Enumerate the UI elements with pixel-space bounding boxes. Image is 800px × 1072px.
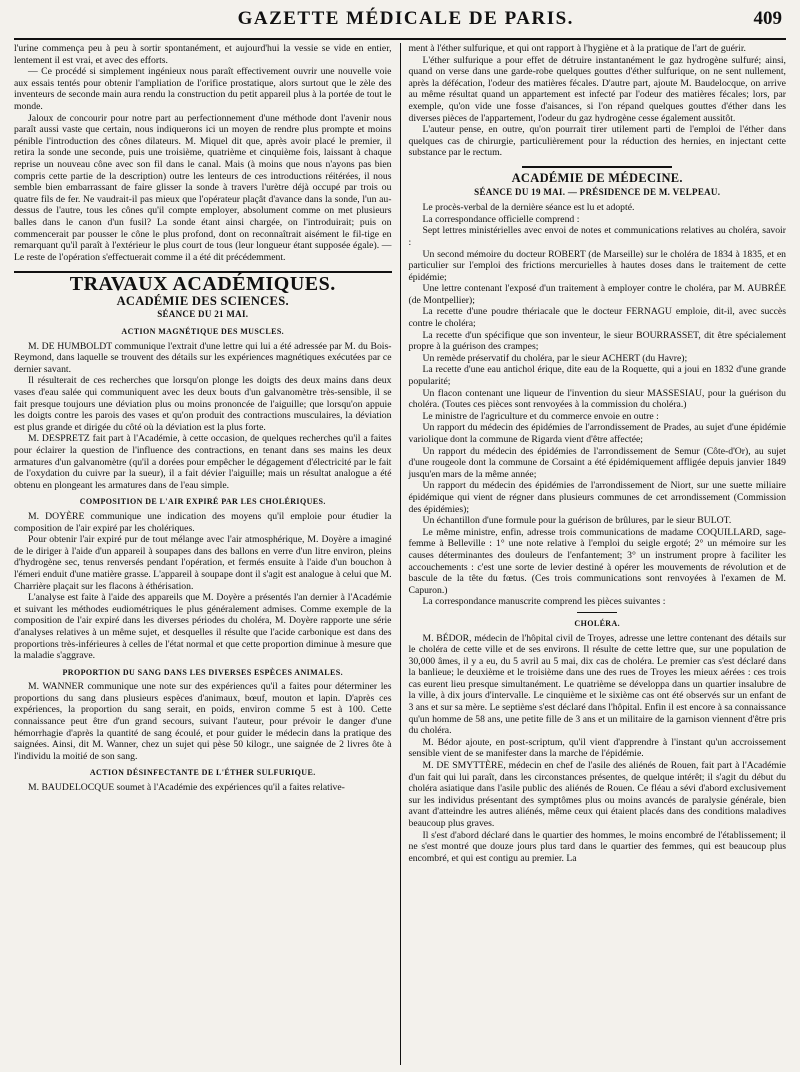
right-column <box>400 43 786 1065</box>
paragraph: La recette d'une poudre thériacale que le docteur FERNAGU emploie, dit-il, avec succès contre le choléra; <box>408 306 786 330</box>
paragraph: — Ce procédé si simplement ingénieux nous paraît effectivement ouvrir une nouvelle voie aux essais tentés pour obtenir l'ampliation de l'orifice prostatique, alors surtout que le zèle des inventeurs de seconde main aura rendu la construction du petit appareil plus à la portée de tout le monde. <box>14 66 392 112</box>
paragraph: L'auteur pense, en outre, qu'on pourrait tirer utilement parti de l'emploi de l'éther dans quelques cas de chirurgie, particulièrement pour la réduction des hernies, en injectant cette substance par le rectum. <box>408 124 786 159</box>
paragraph: Un flacon contenant une liqueur de l'invention du sieur MASSESIAU, pour la guérison du choléra. (Toutes ces pièces sont renvoyées à la commission du choléra.) <box>408 387 786 411</box>
paragraph: l'urine commença peu à peu à sortir spontanément, et aujourd'hui la vessie se vide en entier, lentement il est vrai, et avec des efforts. <box>14 43 392 66</box>
paragraph: M. DESPRETZ fait part à l'Académie, à cette occasion, de quelques recherches qu'il a faites pour éclairer la question de l'influence des contractions, en tenant dans ses mains les deux armatures d'un galvanomètre (qu'il a dorées pour empêcher le dégagement d'électricité par le fait de l'oxydation du cuivre par la sueur), il a fait dévier l'aiguille; mais un résultat analogue a été obtenu en plongeant les armatures dans de l'eau simple. <box>14 433 392 491</box>
paragraph: Un second mémoire du docteur ROBERT (de Marseille) sur le choléra de 1834 à 1835, et en particulier sur l'emploi des frictions mercurielles à hautes doses dans le traitement de cette épidémie; <box>408 248 786 283</box>
paragraph: Un remède préservatif du choléra, par le sieur ACHERT (du Havre); <box>422 352 688 364</box>
paragraph: M. BAUDELOCQUE soumet à l'Académie des expériences qu'il a faites relative- <box>28 782 345 794</box>
paragraph: M. DOYÈRE communique une indication des moyens qu'il emploie pour étudier la composition de l'air expiré par les cholériques. <box>14 510 392 534</box>
academy-heading: ACADÉMIE DE MÉDECINE. <box>511 170 683 185</box>
paragraph: L'éther sulfurique a pour effet de détruire instantanément le gaz hydrogène sulfuré; ainsi, quand on verse dans une garde-robe quelques gouttes d'éther sulfurique, on ne sent nullement, après la défécation, l'odeur des matières fécales. D'autre part, ajoute M. Baudelocque, on arrive au même résultat quand un appartement est infecté par l'odeur des matières fécales; lors, par exemple, qu'on vide une fosse d'aisances, si l'on répand quelques gouttes d'éther dans les diverses pièces de l'appartement, l'odeur du gaz hydrogène cesse également aussitôt. <box>408 54 786 124</box>
paragraph: Il s'est d'abord déclaré dans le quartier des hommes, le moins encombré de l'établissement; il ne s'est montré que douze jours plus tard dans le quartier des femmes, qui est beaucoup plus encombré, et qui est contigu au premier. La <box>408 829 786 864</box>
paragraph: ment à l'éther sulfurique, et qui ont rapport à l'hygiène et à la pratique de l'art de guérir. <box>408 43 746 54</box>
paragraph: Jaloux de concourir pour notre part au perfectionnement d'une méthode dont l'avenir nous paraît aussi vaste que certain, nous indiquerons ici un moyen de rendre plus prompte et moins pénible l'introduction des cônes dilateurs. M. Miquel dit que, après avoir placé le premier, il retira la sonde une seconde, puis une troisième, quatrième et cinquième fois, laissant à chaque reprise un nouveau cône avec son fil dans le canal. Mais (à moins que nous n'ayons pas bien compris cette partie de la description) outre les lenteurs de ces introductions réitérées, il nous semble bien embarrassant de faire glisser la sonde à travers l'urètre déjà occupé par trois ou quatre fils de fer. Ne vaudrait-il pas mieux que l'opérateur plaçât d'avance dans la sonde, l'un au-dessus de l'autre, tous les cônes qu'il compte employer, absolument comme on met plusieurs balles dans le canon d'un fusil? La sonde étant ainsi chargée, on l'introduirait; puis on commencerait par pousser le cône le plus profond, dont on reconnaîtrait aisément le fil-tige en remarquant qu'il paraît à l'extérieur le plus court de tous (leur longueur étant supposée égale). — Le reste de l'opération s'effectuerait comme il a été dit précédemment. <box>14 112 392 263</box>
paragraph: Pour obtenir l'air expiré pur de tout mélange avec l'air atmosphérique, M. Doyère a imaginé de le diriger à l'aide d'un appareil à soupapes dans des ballons en verre d'un litre environ, pleins d'hydrogène sec, tenus renversés pendant l'opération, et fermés ensuite à l'aide d'un bouchon à l'émeri enduit d'une matière grasse. L'appareil à soupape dont il s'agit est analogue à celui que M. Charrière plaçait sur les flacons à éthérisation. <box>14 534 392 592</box>
paragraph: La correspondance manuscrite comprend les pièces suivantes : <box>422 596 666 608</box>
paragraph: Le procès-verbal de la dernière séance est lu et adopté. <box>422 202 635 214</box>
paragraph: L'analyse est faite à l'aide des appareils que M. Doyère a présentés l'an dernier à l'Académie et suivant les méthodes eudiométriques le plus généralement admises. Comme exemple de la composition de l'air expiré dans les diverses périodes du choléra, M. Doyère rapporte une série d'analyses relatives à un même sujet, et desquelles il résulte que l'acide carbonique est dans des proportions très-inférieures à celles de l'état normal et que cette proportion diminue à mesure que la maladie s'aggrave. <box>14 592 392 662</box>
page-header <box>14 8 786 40</box>
paragraph: La correspondance officielle comprend : <box>422 213 580 225</box>
paragraph: La recette d'une eau antichol érique, dite eau de la Roquette, qui a joui en 1832 d'une grande popularité; <box>408 364 786 388</box>
paragraph: M. Bédor ajoute, en post-scriptum, qu'il vient d'apprendre à l'instant qu'un accroissement sensible vient de se manifester dans la marche de l'épidémie. <box>408 736 786 760</box>
subsection-divider <box>577 612 617 613</box>
seance-heading: SÉANCE DU 21 MAI. <box>157 309 249 320</box>
page-number: 409 <box>753 8 782 29</box>
subsection-title: CHOLÉRA. <box>574 618 621 628</box>
seance-heading: SÉANCE DU 19 MAI. — PRÉSIDENCE DE M. VELPEAU. <box>474 186 721 197</box>
paragraph: Sept lettres ministérielles avec envoi de notes et communications relatives au choléra, savoir : <box>408 225 786 248</box>
section-title: TRAVAUX ACADÉMIQUES. <box>69 273 336 296</box>
paragraph: Le ministre de l'agriculture et du commerce envoie en outre : <box>422 410 659 422</box>
subsection-title: COMPOSITION DE L'AIR EXPIRÉ PAR LES CHOLÉRIQUES. <box>79 497 326 507</box>
subsection-title: ACTION DÉSINFECTANTE DE L'ÉTHER SULFURIQUE. <box>89 768 316 778</box>
subsection-title: ACTION MAGNÉTIQUE DES MUSCLES. <box>121 327 285 337</box>
academy-heading: ACADÉMIE DES SCIENCES. <box>116 293 289 308</box>
paragraph: Un échantillon d'une formule pour la guérison de brûlures, par le sieur BULOT. <box>422 515 732 527</box>
paragraph: M. WANNER communique une note sur des expériences qu'il a faites pour déterminer les proportions du sang dans plusieurs espèces d'animaux, bœuf, mouton et lapin. D'après ces expériences, la proportion du sang serait, en poids, environ comme 5 est à 100. Cette connaissance peut être d'un grand secours, suivant l'auteur, pour prévoir le danger d'une hémorrhagie d'après la quantité de sang écoulé, et pour guider le médecin dans la pratique des saignées. Ainsi, dit M. Wanner, chez un sujet qui pèse 50 kilogr., une saignée de 2 livres ôte à l'individu la moitié de son sang. <box>14 681 392 762</box>
paragraph: Une lettre contenant l'exposé d'un traitement à employer contre le choléra, par M. AUBRÉE (de Montpellier); <box>408 283 786 306</box>
subsection-title: PROPORTION DU SANG DANS LES DIVERSES ESPÈCES ANIMALES. <box>62 667 343 677</box>
left-column <box>14 43 400 1065</box>
paragraph: Il résulterait de ces recherches que lorsqu'on plonge les doigts des deux mains dans deux vases d'eau salée qui communiquent avec les deux bouts d'un galvanomètre très-sensible, il se fait presque toujours une déviation plus ou moins prononcée de l'aiguille; que lorsqu'on appuie les doigts contre les parois des vases et qu'on produit des contractions musculaires, la déviation est plus grande et dirigée du côté où la déviation est la plus forte. <box>14 375 392 433</box>
paragraph: Un rapport du médecin des épidémies de l'arrondissement de Semur (Côte-d'Or), au sujet d'une rougeole dont la commune de Corsaint a été épidémiquement affligée depuis janvier 1849 jusqu'en mars de la même année; <box>408 445 786 480</box>
paragraph: Un rapport du médecin des épidémies de l'arrondissement de Niort, sur une suette miliaire épidémique qui vient de régner dans plusieurs communes de cet arrondissement (Commission des épidémies); <box>408 480 786 515</box>
paragraph: La recette d'un spécifique que son inventeur, le sieur BOURRASSET, dit être spécialement propre à la guérison des crampes; <box>408 329 786 353</box>
journal-title: GAZETTE MÉDICALE DE PARIS. <box>237 8 574 29</box>
paragraph: M. DE SMYTTÈRE, médecin en chef de l'asile des aliénés de Rouen, fait part à l'Académie d'un fait qui lui paraît, dans les circonstances présentes, de quelque intérêt; il s'agit du début du choléra asiatique dans l'asile public des aliénés de Rouen. Ce fléau a sévi d'abord exclusivement sur les individus présentant des symptômes plus ou moins avancés de paralysie générale, bien avant d'atteindre les autres aliénés, même ceux qui étaient placés dans des conditions maladives beaucoup plus graves. <box>408 760 786 829</box>
section-divider <box>522 166 672 168</box>
two-column-body <box>14 43 786 1065</box>
paragraph: Le même ministre, enfin, adresse trois communications de madame COQUILLARD, sage-femme à Belleville : 1° une note relative à l'emploi du seigle ergoté; 2° un mémoire sur les causes déterminantes des douleurs de l'enfantement; 3° un instrument propre à faciliter les accouchements : c'est une sorte de levier destiné à opérer les mouvements de révolution et de bascule de la tête du fœtus. (Ces trois communications sont renvoyées à l'examen de M. Capuron.) <box>408 526 786 596</box>
paragraph: M. BÉDOR, médecin de l'hôpital civil de Troyes, adresse une lettre contenant des détails sur le choléra de cette ville et de ses environs. Il résulte de cette lettre que, sur une population de 30,000 âmes, il y a eu, du 5 avril au 5 mai, dix cas de choléra. Le premier cas s'est déclaré dans la banlieue; le deuxième et le troisième dans une des rues de Troyes les mieux aérées : ces trois cas eurent lieu presque simultanément. Le quatrième se développa dans un quartier insalubre de la ville, à dix jours d'intervalle. Le cinquième et le sixième cas ont été observés sur un enfant de 3 ans et sur sa mère. Le septième s'est déclaré dans l'hôpital. Enfin il est encore à sa connaissance qu'un homme de 58 ans, une petite fille de 3 ans et un militaire de la garnison viennent d'être pris du choléra. <box>408 632 786 737</box>
paragraph: M. DE HUMBOLDT communique l'extrait d'une lettre qui lui a été adressée par M. du Bois-Reymond, dans laquelle se trouvent des détails sur les expériences magnétiques exécutées par ce dernier savant. <box>14 340 392 375</box>
paragraph: Un rapport du médecin des épidémies de l'arrondissement de Prades, au sujet d'une épidémie variolique dont la commune de Rigarda vient d'être affectée; <box>408 422 786 445</box>
